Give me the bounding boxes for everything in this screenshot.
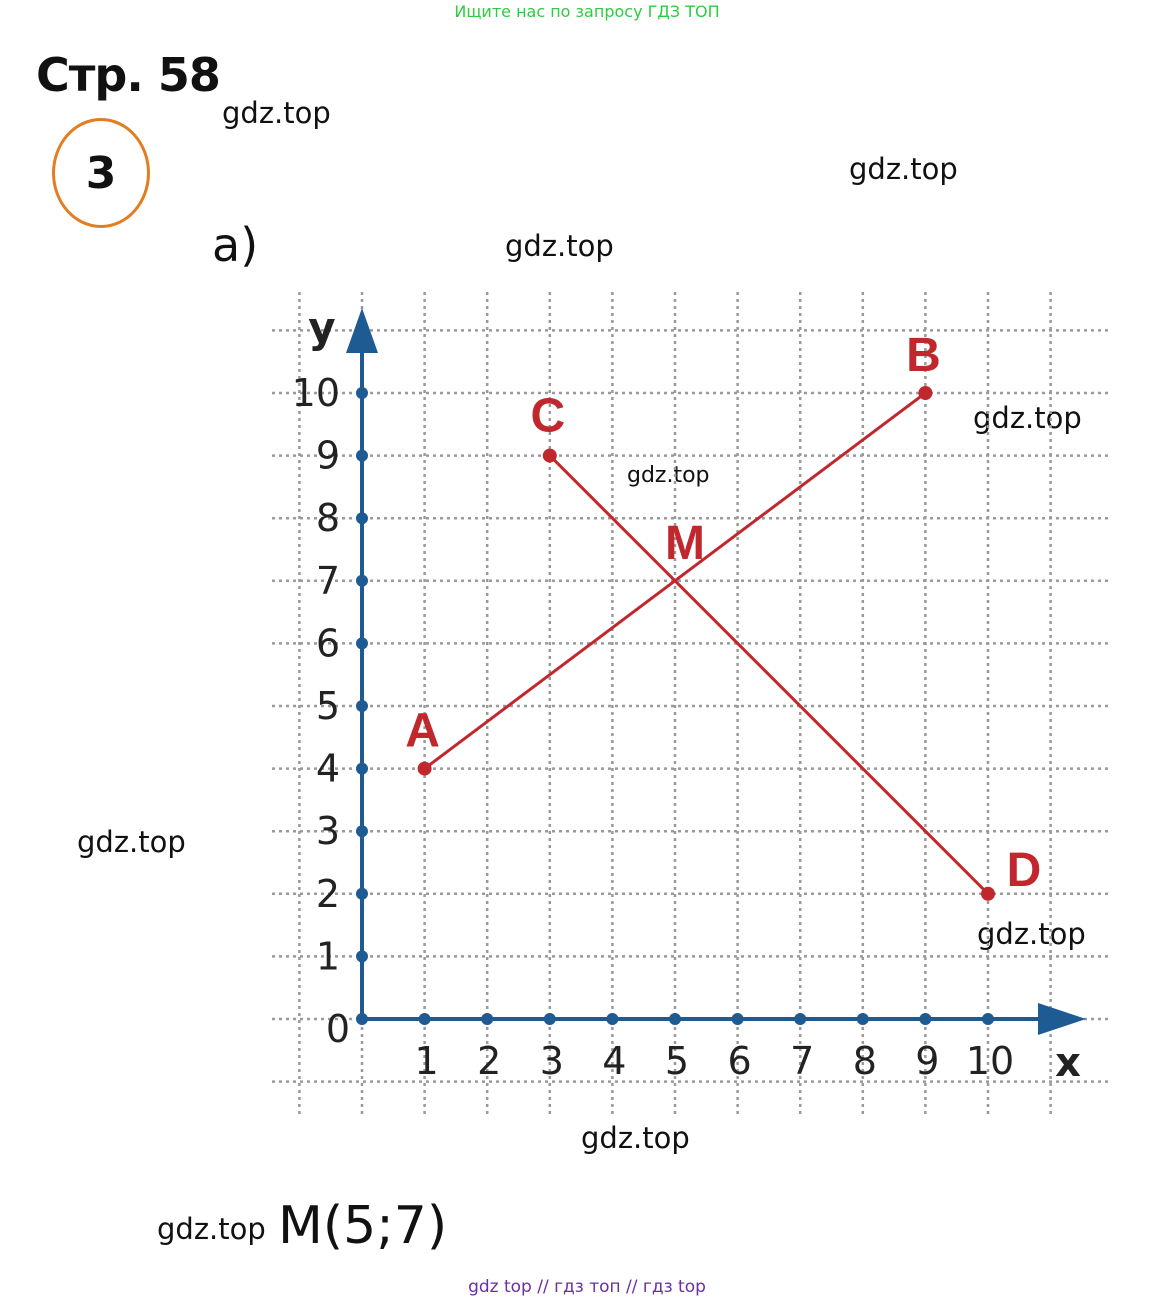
y-tick-label: 10 — [291, 371, 340, 415]
y-tick-label: 7 — [315, 558, 340, 603]
x-tick-label: 3 — [539, 1039, 564, 1083]
y-tick-label: 1 — [315, 934, 340, 979]
point-label-b: B — [906, 329, 941, 382]
watermark: gdz.top — [627, 463, 710, 488]
part-label: а) — [212, 218, 259, 272]
x-tick-dot — [544, 1013, 556, 1025]
x-tick-label: 2 — [477, 1039, 502, 1083]
origin-dot — [356, 1013, 368, 1025]
x-tick-dot — [982, 1013, 994, 1025]
watermark: gdz.top — [977, 917, 1086, 951]
point-a — [418, 762, 432, 776]
point-label-a: A — [405, 704, 440, 758]
point-label-c: C — [530, 389, 566, 443]
segment-cd — [550, 456, 988, 894]
x-tick-label: 7 — [790, 1039, 815, 1083]
x-axis-label: x — [1055, 1040, 1081, 1086]
x-tick-label: 5 — [664, 1039, 690, 1083]
x-tick-dot — [606, 1013, 618, 1025]
footer-links: gdz top // гдз топ // гдз top — [468, 1277, 706, 1297]
task-number: 3 — [85, 147, 117, 199]
y-tick-dot — [356, 950, 368, 962]
y-tick-dot — [356, 637, 368, 649]
watermark: gdz.top — [157, 1212, 266, 1246]
y-axis-label: y — [308, 303, 336, 352]
watermark: gdz.top — [222, 96, 331, 130]
x-tick-label: 6 — [727, 1039, 752, 1083]
x-tick-label: 4 — [602, 1039, 627, 1083]
x-tick-dot — [669, 1013, 681, 1025]
point-b — [918, 386, 932, 400]
y-tick-dot — [356, 387, 368, 399]
y-tick-dot — [356, 450, 368, 462]
y-tick-label: 3 — [315, 809, 340, 854]
page-title: Стр. 58 — [36, 48, 220, 102]
watermark: gdz.top — [505, 229, 614, 263]
x-tick-dot — [794, 1013, 806, 1025]
y-tick-label: 8 — [315, 496, 340, 541]
y-tick-dot — [356, 763, 368, 775]
watermark: gdz.top — [973, 401, 1082, 435]
y-tick-dot — [356, 700, 368, 712]
origin-label: 0 — [325, 1007, 350, 1051]
x-tick-dot — [481, 1013, 493, 1025]
point-c — [543, 449, 557, 463]
x-axis-arrow — [1038, 1003, 1086, 1035]
y-tick-label: 9 — [315, 433, 340, 478]
watermark: gdz.top — [581, 1121, 690, 1155]
y-tick-dot — [356, 888, 368, 900]
point-d — [981, 887, 995, 901]
y-tick-dot — [356, 512, 368, 524]
point-label-m: M — [665, 516, 705, 570]
y-tick-dot — [356, 575, 368, 587]
point-label-d: D — [1006, 843, 1042, 897]
y-tick-label: 5 — [315, 684, 340, 728]
answer: M(5;7) — [278, 1196, 448, 1256]
y-tick-label: 4 — [315, 746, 340, 791]
x-tick-dot — [919, 1013, 931, 1025]
y-tick-dot — [356, 825, 368, 837]
x-tick-label: 8 — [852, 1039, 877, 1083]
watermark: gdz.top — [77, 825, 186, 859]
x-tick-dot — [857, 1013, 869, 1025]
y-tick-label: 6 — [315, 621, 340, 666]
x-tick-label: 1 — [414, 1039, 439, 1083]
x-tick-label: 10 — [965, 1039, 1015, 1083]
y-tick-label: 2 — [315, 871, 340, 916]
watermark: gdz.top — [849, 152, 958, 186]
x-tick-dot — [732, 1013, 744, 1025]
x-tick-dot — [419, 1013, 431, 1025]
x-tick-label: 9 — [915, 1039, 940, 1083]
search-banner: Ищите нас по запросу ГДЗ ТОП — [454, 2, 720, 21]
